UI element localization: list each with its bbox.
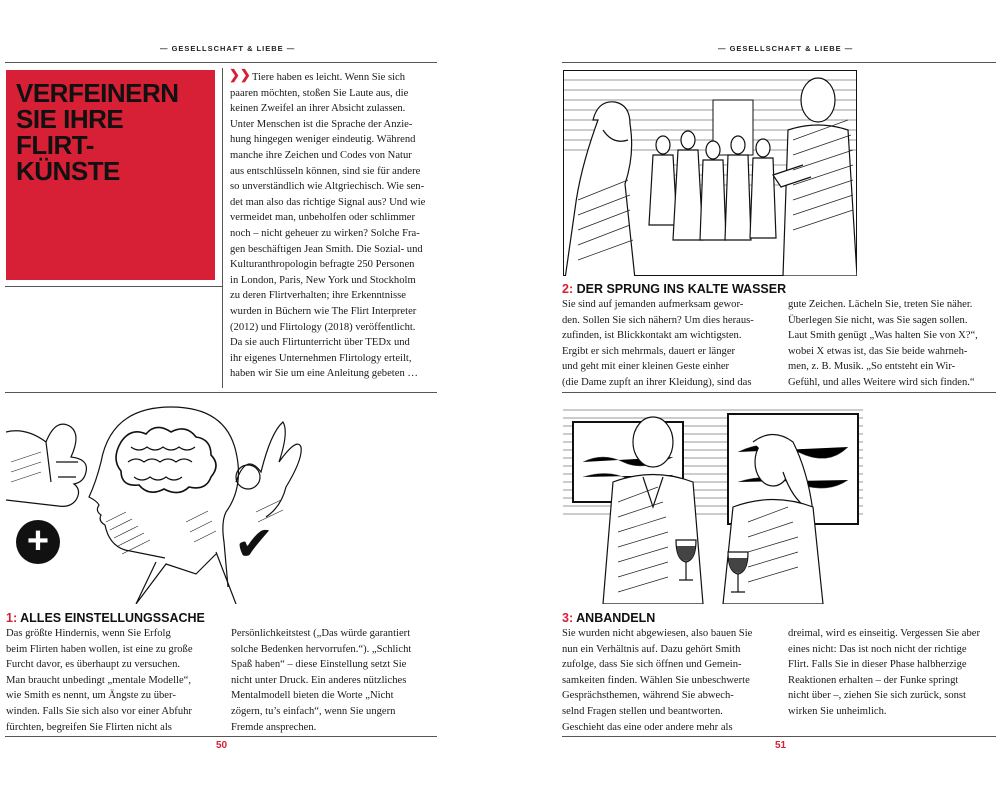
title-line-2: SIE IHRE <box>16 104 124 134</box>
intro-line: ihr eigenes Unternehmen Flirtology erteilt, <box>230 352 412 364</box>
right-footer-rule <box>562 736 996 737</box>
intro-text <box>230 70 440 382</box>
section-3-col-2 <box>788 626 1000 720</box>
intro-line: in London, Paris, New York und Stockholm <box>230 274 416 286</box>
intro-bottom-rule <box>5 392 437 393</box>
text-line: dreimal, wird es einseitig. Vergessen Sie aber <box>788 628 981 639</box>
text-line: zufolge, dass Sie sich öffnen und Gemein- <box>562 659 742 671</box>
text-line: und geht mit einer kleinen Geste einher <box>562 361 730 373</box>
text-line: gute Zeichen. Lächeln Sie, treten Sie näher. <box>788 299 973 310</box>
section-3-heading <box>562 611 655 625</box>
illustration-couple-wine <box>563 402 863 604</box>
section-2-col-1 <box>562 297 777 391</box>
intro-line: det man also das richtige Signal aus? Und wie <box>230 196 426 208</box>
text-line: men, z. B. Musik. „So entsteht ein Wir- <box>788 361 956 373</box>
text-line: Reaktionen erhalten – der Funke springt <box>788 674 959 686</box>
text-line: selnd Fragen stellen und beantworten. <box>562 705 723 717</box>
intro-line: hung hingegen weniger eindeutig. Während <box>230 134 416 146</box>
text-line: zufinden, ist Blickkontakt am wichtigsten. <box>562 330 742 342</box>
title-under-rule <box>5 286 222 287</box>
intro-line: Da sie auch Flirtunterricht über TEDx und <box>230 337 410 349</box>
left-header-rule <box>5 62 437 63</box>
text-line: Überlegen Sie nicht, was Sie sagen sollen. <box>788 314 968 326</box>
page-number-right: 51 <box>775 740 787 751</box>
text-line: Mentalmodell bieten die Worte „Nicht <box>231 690 394 702</box>
text-line: Sie wurden nicht abgewiesen, also bauen Sie <box>562 628 753 639</box>
intro-line: vermeidet man, unbeholfen oder schlimmer <box>230 212 416 224</box>
text-line: zögern, tu’s einfach“, wenn Sie ungern <box>231 705 396 717</box>
text-line: nicht über –, ziehen Sie sich zurück, sonst <box>788 690 966 702</box>
intro-line: wurden in Büchern wie The Flirt Interpreter <box>230 305 417 317</box>
section-1-number: 1: <box>6 611 18 625</box>
intro-line: paaren möchten, stoßen Sie Laute aus, die <box>230 87 409 99</box>
section-3-title: ANBANDELN <box>576 611 656 625</box>
section-3-number: 3: <box>562 611 574 625</box>
text-line: wirken Sie unheimlich. <box>788 705 887 717</box>
intro-line: manche ihre Zeichen und Codes von Natur <box>230 149 412 161</box>
text-line: Persönlichkeitstest („Das würde garantiert <box>231 628 411 639</box>
text-line: Gesprächsthemen, während Sie abwech- <box>562 690 734 702</box>
text-line: Flirt. Falls Sie in dieser Phase halbherzige <box>788 659 967 671</box>
plus-circle-icon: + <box>16 520 60 564</box>
title-line-1: VERFEINERN <box>16 78 179 108</box>
article-title <box>16 80 179 184</box>
text-line: Geschieht das eine oder andere mehr als <box>562 721 733 733</box>
left-footer-rule <box>5 736 437 737</box>
illustration-party-scene <box>563 70 857 276</box>
text-line: Das größte Hindernis, wenn Sie Erfolg <box>6 628 171 639</box>
chevron-double-icon: ❯❯ <box>229 67 251 82</box>
text-line: samkeiten finden. Wählen Sie unbeschwerte <box>562 674 750 686</box>
intro-line: (2012) und Flirtology (2018) veröffentlicht. <box>230 321 416 333</box>
section-1-col-2 <box>231 626 441 735</box>
text-line: Ergibt er sich mehrmals, dauert er länger <box>562 345 736 357</box>
intro-line: haben wir Sie um eine Anleitung gebeten … <box>230 368 418 380</box>
text-line: fürchten, begreifen Sie Flirten nicht als <box>6 721 172 733</box>
text-line: nicht unter Druck. Ein anderes nützliches <box>231 674 407 686</box>
left-page-header: — GESELLSCHAFT & LIEBE — <box>160 44 296 53</box>
text-line: wobei X etwas ist, das Sie beide wahrneh- <box>788 345 968 357</box>
intro-line: keinen Zweifel an ihrer Absicht zulassen. <box>230 103 406 115</box>
intro-line: so unverständlich wie Altgriechisch. Wie sen- <box>230 181 425 193</box>
intro-line: Unter Menschen ist die Sprache der Anzie- <box>230 118 413 130</box>
intro-line: Tiere haben es leicht. Wenn Sie sich <box>252 72 406 83</box>
section-2-heading <box>562 282 786 296</box>
intro-line: aus entschlüsseln können, sind sie für andere <box>230 165 421 177</box>
section-2-number: 2: <box>562 282 574 296</box>
text-line: Gefühl, und alles Weitere wird sich finden.“ <box>788 376 975 388</box>
text-line: den. Sollen Sie sich nähern? Um dies heraus- <box>562 314 754 326</box>
title-line-3: FLIRT- <box>16 130 94 160</box>
section-2-bottom-rule <box>562 392 996 393</box>
text-line: solche Bedenken hervorrufen.“). „Schlicht <box>231 643 412 655</box>
intro-line: gen beschäftigen Jean Smith. Die Sozial- und <box>230 243 423 255</box>
text-line: Fremde ansprechen. <box>231 721 317 733</box>
intro-divider <box>222 68 223 388</box>
right-page-header: — GESELLSCHAFT & LIEBE — <box>718 44 854 53</box>
section-1-title: ALLES EINSTELLUNGSSACHE <box>20 611 205 625</box>
title-line-4: KÜNSTE <box>16 156 120 186</box>
checkmark-icon: ✔ <box>234 516 275 572</box>
intro-line: noch – nicht geheuer zu wirken? Solche Fra- <box>230 227 420 239</box>
right-header-rule <box>562 62 996 63</box>
section-3-col-1 <box>562 626 777 735</box>
section-2-col-2 <box>788 297 1000 391</box>
text-line: nun ein Verhältnis auf. Dazu gehört Smith <box>562 643 741 655</box>
text-line: Man braucht unbedingt „mentale Modelle“, <box>6 674 192 686</box>
intro-line: zu deren Flirtverhalten; ihre Erkenntnisse <box>230 290 406 302</box>
text-line: (die Dame zupft an ihrer Kleidung), sind das <box>562 376 752 388</box>
title-box <box>6 70 215 280</box>
text-line: Laut Smith genügt „Was halten Sie von X?“, <box>788 330 978 342</box>
text-line: Furcht davor, es überhaupt zu versuchen. <box>6 659 181 671</box>
section-1-heading <box>6 611 205 625</box>
section-1-col-1 <box>6 626 221 735</box>
text-line: Spaß haben“ – diese Einstellung setzt Sie <box>231 659 407 671</box>
text-line: beim Flirten haben wollen, ist eine zu große <box>6 643 193 655</box>
illustration-brain-head <box>6 402 306 604</box>
page-number-left: 50 <box>216 740 228 751</box>
section-2-title: DER SPRUNG INS KALTE WASSER <box>576 282 787 296</box>
text-line: winden. Falls Sie sich also vor einer Abfuhr <box>6 705 192 717</box>
text-line: eines nicht: Das ist noch nicht der richtige <box>788 643 967 655</box>
intro-line: Kulturanthropologin befragte 250 Personen <box>230 259 415 271</box>
text-line: Sie sind auf jemanden aufmerksam gewor- <box>562 299 744 310</box>
text-line: wie Smith es nennt, um Ängste zu über- <box>6 690 176 702</box>
